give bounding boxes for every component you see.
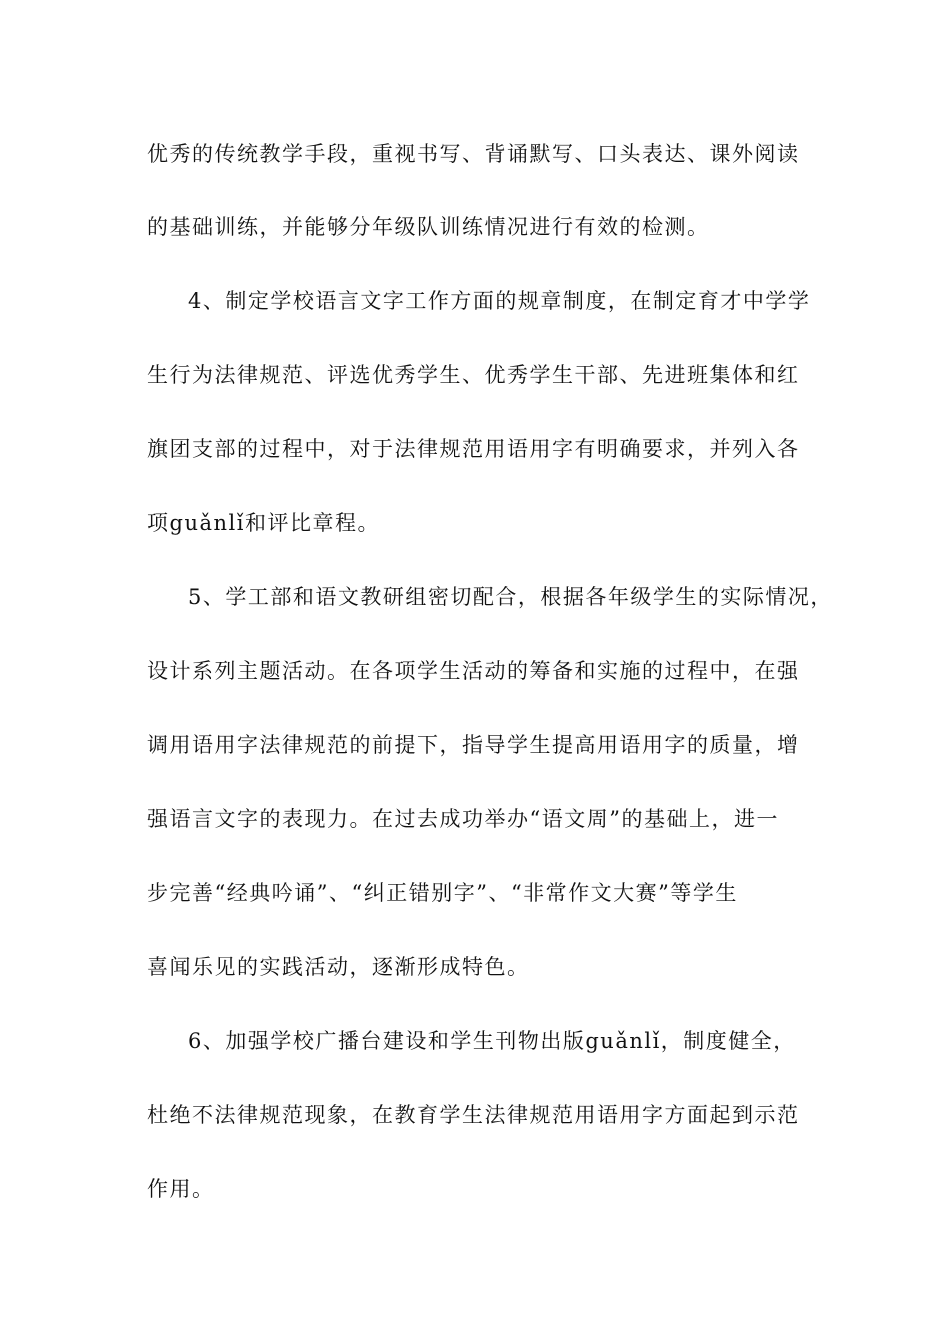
text-line: 喜闻乐见的实践活动，逐渐形成特色。 <box>147 955 530 979</box>
text-line: 作用。 <box>147 1177 215 1201</box>
text-line: 优秀的传统教学手段，重视书写、背诵默写、口头表达、课外阅读 <box>147 142 800 166</box>
text-line: 强语言文字的表现力。在过去成功举办“语文周”的基础上，进一 <box>147 807 779 831</box>
paragraph-5-start: 5、学工部和语文教研组密切配合，根据各年级学生的实际情况， <box>188 585 833 609</box>
paragraph-6-start: 6、加强学校广播台建设和学生刊物出版guǎnlǐ，制度健全， <box>188 1029 796 1053</box>
text-line: 步完善“经典吟诵”、“纠正错别字”、“非常作文大赛”等学生 <box>147 881 738 905</box>
text-line: 调用语用字法律规范的前提下，指导学生提高用语用字的质量，增 <box>147 733 800 757</box>
text-line: 项guǎnlǐ和评比章程。 <box>147 511 380 535</box>
text-line: 生行为法律规范、评选优秀学生、优秀学生干部、先进班集体和红 <box>147 363 800 387</box>
paragraph-4-start: 4、制定学校语言文字工作方面的规章制度，在制定育才中学学 <box>188 289 811 313</box>
text-line: 旗团支部的过程中，对于法律规范用语用字有明确要求，并列入各 <box>147 437 800 461</box>
text-line: 杜绝不法律规范现象，在教育学生法律规范用语用字方面起到示范 <box>147 1103 800 1127</box>
text-line: 的基础训练，并能够分年级队训练情况进行有效的检测。 <box>147 215 710 239</box>
text-line: 设计系列主题活动。在各项学生活动的筹备和实施的过程中，在强 <box>147 659 800 683</box>
